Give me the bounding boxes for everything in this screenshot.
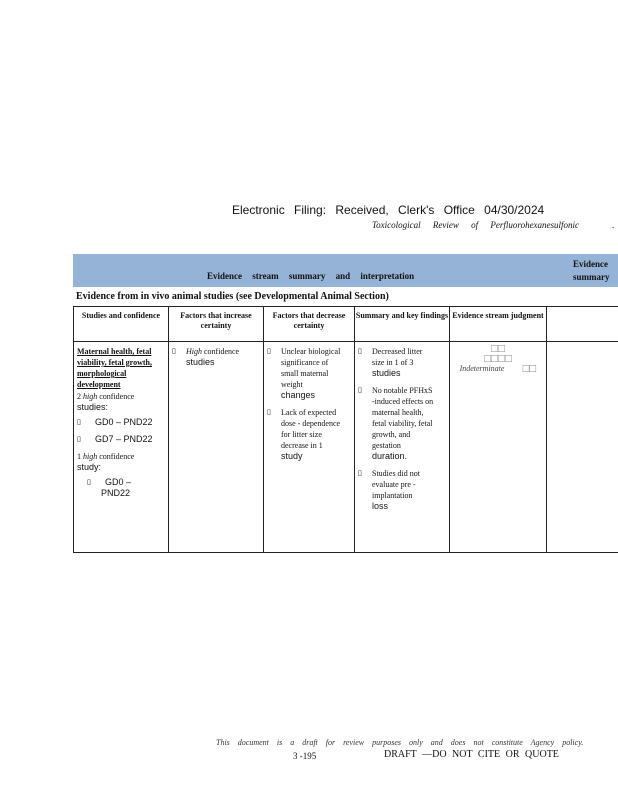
list-item: ▯ GD0 – PND22 xyxy=(77,417,153,427)
document-subtitle xyxy=(372,220,615,230)
outcome-label: Maternal health, fetal viability, fetal growth, morphological development xyxy=(77,347,152,389)
band-right-label xyxy=(573,258,610,284)
judgment-line xyxy=(450,364,546,374)
header-decrease: Factors that decrease certainty xyxy=(264,307,355,342)
cell-increase xyxy=(169,342,264,553)
header-empty xyxy=(547,307,618,342)
filing-stamp: Electronic Filing: Received, Clerk's Office 04/30/2024 xyxy=(232,203,545,217)
band-right-bottom: summary xyxy=(573,272,610,282)
table-row xyxy=(74,342,618,553)
cell-judgment xyxy=(450,342,547,553)
group1-label: 2 high confidence studies: xyxy=(77,392,135,412)
footer-disclaimer: This document is a draft for review purposes only and does not constitute Agency policy. xyxy=(216,738,584,747)
header-summary: Summary and key findings xyxy=(355,307,450,342)
summary-band xyxy=(73,254,618,287)
list-item: ▯ Decreased litter size in 1 of 3 studies xyxy=(358,347,423,378)
list-item: ▯ GD7 – PND22 xyxy=(77,434,153,444)
list-item: ▯ Lack of expected dose - dependence for litter size decrease in 1 study xyxy=(267,408,341,461)
list-item: ▯ High confidence studies xyxy=(172,347,240,367)
list-item: ▯ GD0 – PND22 xyxy=(87,477,132,498)
page-number: 3 -195 xyxy=(293,751,317,761)
draft-notice: DRAFT —DO NOT CITE OR QUOTE xyxy=(384,749,559,760)
cell-decrease xyxy=(264,342,355,553)
header-judgment: Evidence stream judgment xyxy=(450,307,547,342)
list-item: ▯ Studies did not evaluate pre - implantation loss xyxy=(358,469,421,511)
header-studies: Studies and confidence xyxy=(74,307,169,342)
cell-studies xyxy=(74,342,169,553)
list-item: ▯ No notable PFHxS -induced effects on maternal health, fetal viability, fetal growth, and gestation duration. xyxy=(358,386,434,461)
judgment-text: Indeterminate xyxy=(459,364,505,373)
evidence-table xyxy=(73,306,618,553)
cell-empty xyxy=(547,342,618,553)
section-title: Evidence from in vivo animal studies (see Developmental Animal Section) xyxy=(76,291,389,302)
header-increase: Factors that increase certainty xyxy=(169,307,264,342)
band-right-top: Evidence xyxy=(573,259,608,269)
list-item: ▯ Unclear biological significance of small maternal weight changes xyxy=(267,347,341,400)
judgment-marks-top: ⃞⃞ xyxy=(491,345,505,353)
table-header-row xyxy=(74,307,618,342)
subtitle-trail: . xyxy=(612,220,615,230)
cell-summary xyxy=(355,342,450,553)
judgment-marks-mid: ⃞⃞⃞⃞ xyxy=(484,355,512,363)
subtitle-text: Toxicological Review of Perfluorohexanesulfonic xyxy=(372,220,580,230)
band-title: Evidence stream summary and interpretation xyxy=(207,271,415,281)
group2-label: 1 high confidence study: xyxy=(77,452,135,472)
judgment-marks-side: ⃞⃞ xyxy=(522,365,537,373)
